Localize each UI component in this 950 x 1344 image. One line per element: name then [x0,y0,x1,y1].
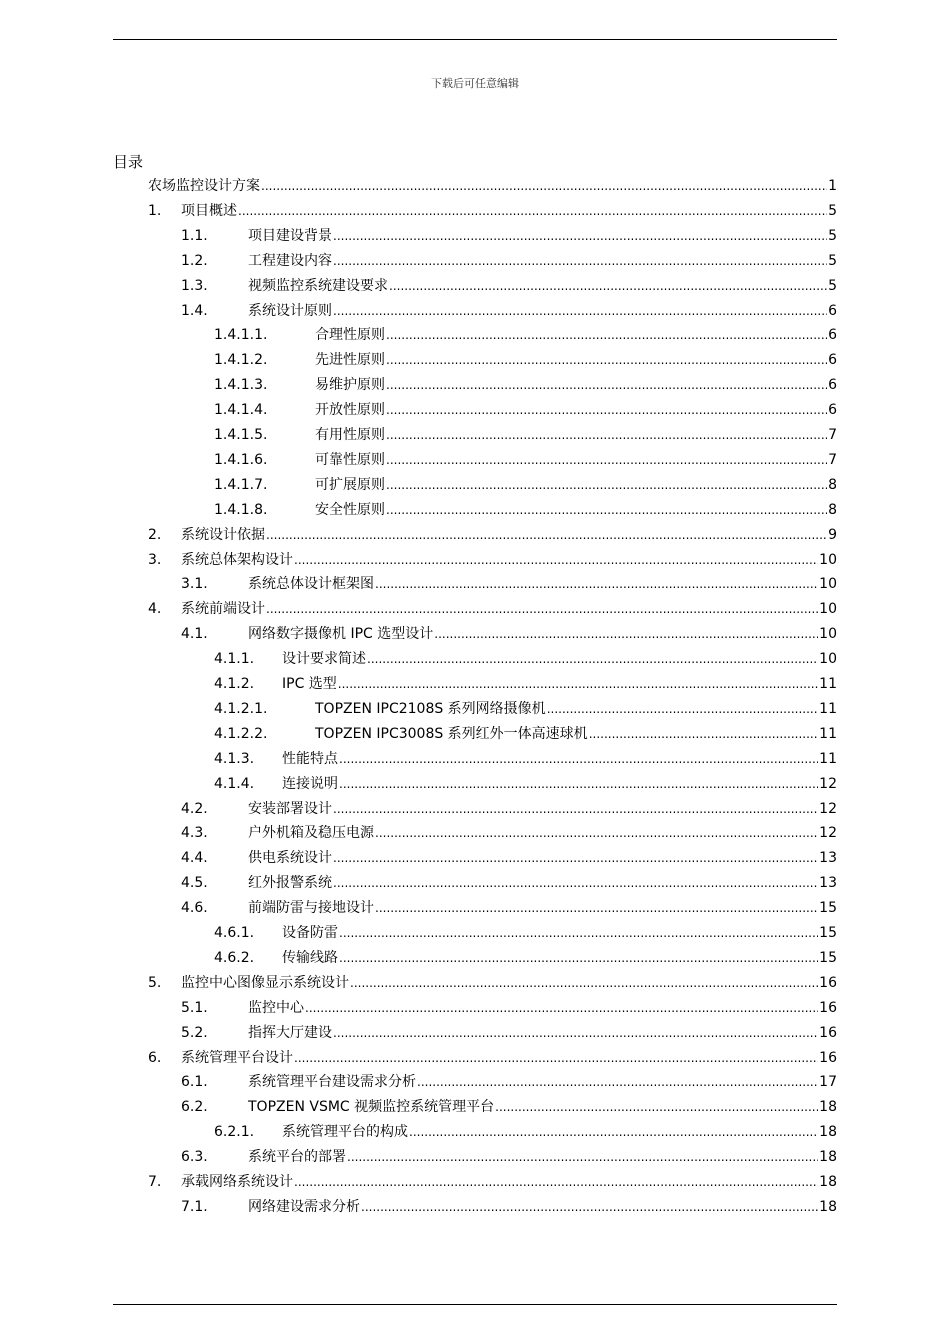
toc-entry-page: 5 [828,252,837,269]
toc-entry[interactable] [148,199,837,224]
toc-dot-leader [386,473,827,498]
toc-entry-page: 10 [819,651,837,668]
toc-entry-page: 7 [828,451,837,468]
toc-entry-page: 18 [819,1149,837,1166]
toc-dot-leader [350,971,818,996]
toc-entry-page: 11 [819,700,837,717]
toc-entry-title: 工程建设内容 [248,252,332,269]
toc-entry[interactable] [181,224,837,249]
toc-entry[interactable] [181,274,837,299]
toc-dot-leader [375,572,818,597]
toc-entry[interactable] [148,1170,837,1195]
toc-entry-number: 1. [148,202,162,219]
toc-entry-number: 3.1. [181,576,208,593]
header-rule [113,39,837,40]
toc-dot-leader [333,871,818,896]
toc-dot-leader [386,348,827,373]
toc-dot-leader [339,772,818,797]
toc-entry-page: 10 [819,576,837,593]
toc-entry[interactable] [214,323,837,348]
toc-entry-page: 12 [819,825,837,842]
toc-dot-leader [266,597,818,622]
toc-entry[interactable] [148,971,837,996]
toc-entry[interactable] [214,473,837,498]
toc-entry-number: 4.1.2.1. [214,700,268,717]
toc-entry-page: 6 [828,377,837,394]
toc-entry-title: 农场监控设计方案 [148,178,260,194]
toc-entry-number: 4.1.3. [214,750,255,767]
toc-dot-leader [375,821,818,846]
toc-entry[interactable] [181,572,837,597]
toc-entry-page: 12 [819,800,837,817]
toc-entry-page: 15 [819,949,837,966]
toc-dot-leader [333,1021,818,1046]
toc-entry-title: 系统设计依据 [181,526,265,543]
toc-entry-title: 网络数字摄像机 IPC 选型设计 [248,626,434,643]
toc-dot-leader [495,1095,818,1120]
toc-entry[interactable] [214,498,837,523]
toc-entry-number: 4.1.4. [214,775,255,792]
toc-entry[interactable] [214,722,837,747]
toc-entry-number: 1.4.1.5. [214,427,268,443]
toc-dot-leader [347,1145,818,1170]
toc-entry-number: 1.4.1.3. [214,377,268,394]
toc-entry-number: 4.4. [181,850,208,867]
toc-entry-page: 6 [828,402,837,419]
toc-dot-leader [367,647,818,672]
toc-entry[interactable] [181,896,837,921]
toc-entry-page: 5 [828,227,837,244]
toc-entry-title: 设计要求简述 [282,651,366,668]
toc-dot-leader [339,946,818,971]
toc-entry-number: 4.6. [181,900,208,917]
toc-dot-leader [409,1120,818,1145]
toc-entry-page: 18 [819,1198,837,1215]
toc-entry-title: 视频监控系统建设要求 [248,277,388,294]
toc-entry[interactable] [181,821,837,846]
toc-entry-page: 10 [819,601,837,618]
toc-entry[interactable] [181,1195,837,1220]
toc-entry[interactable] [214,772,837,797]
toc-dot-leader [333,846,818,871]
toc-dot-leader [547,697,818,722]
toc-dot-leader [333,797,818,822]
toc-entry[interactable] [181,1145,837,1170]
toc-entry[interactable] [214,423,837,448]
toc-dot-leader [294,1170,818,1195]
toc-dot-leader [333,249,827,274]
toc-entry-page: 18 [819,1174,837,1190]
toc-dot-leader [261,174,827,199]
toc-entry-number: 7. [148,1174,162,1190]
toc-entry[interactable] [181,996,837,1021]
toc-entry-page: 16 [819,974,837,991]
toc-dot-leader [386,398,827,423]
toc-entry-number: 5.2. [181,1024,208,1041]
toc-entry-number: 6. [148,1049,162,1066]
toc-entry-title: 易维护原则 [315,377,385,394]
toc-entry-title: 系统管理平台设计 [181,1049,293,1066]
toc-entry-title: 可靠性原则 [315,451,385,468]
toc-dot-leader [386,373,827,398]
toc-entry-title: 户外机箱及稳压电源 [248,825,374,842]
toc-dot-leader [386,448,827,473]
toc-entry-page: 17 [819,1074,837,1091]
toc-entry[interactable] [181,1070,837,1095]
toc-entry-title: 项目概述 [181,202,237,219]
toc-entry[interactable] [181,797,837,822]
toc-entry[interactable] [181,249,837,274]
toc-entry-number: 5.1. [181,999,208,1016]
toc-dot-leader [305,996,818,1021]
toc-entry-title: 项目建设背景 [248,227,332,244]
toc-entry-page: 16 [819,999,837,1016]
toc-entry[interactable] [214,747,837,772]
toc-entry-number: 1.4.1.2. [214,352,268,369]
toc-entry-number: 4.6.2. [214,949,255,966]
toc-entry[interactable] [214,398,837,423]
toc-dot-leader [361,1195,818,1220]
toc-dot-leader [333,299,827,324]
toc-entry-number: 6.2.1. [214,1124,255,1141]
toc-entry-page: 8 [828,476,837,493]
toc-entry-number: 4.5. [181,875,208,892]
toc-entry-number: 4.1.1. [214,651,255,668]
toc-entry-page: 18 [819,1124,837,1141]
toc-entry-page: 7 [828,427,837,443]
toc-entry-page: 6 [828,352,837,369]
toc-entry-title: IPC 选型 [282,676,337,692]
toc-entry-page: 12 [819,775,837,792]
toc-entry[interactable] [181,846,837,871]
toc-entry[interactable] [214,697,837,722]
toc-entry[interactable] [181,622,837,647]
toc-entry-page: 8 [828,501,837,518]
toc-entry-number: 4.3. [181,825,208,842]
toc-entry-title: 红外报警系统 [248,875,332,892]
toc-entry-number: 1.4. [181,302,208,319]
toc-entry-title: 系统总体设计框架图 [248,576,374,593]
toc-entry-title: TOPZEN VSMC 视频监控系统管理平台 [248,1099,495,1116]
toc-entry-page: 6 [828,327,837,344]
toc-entry-number: 1.3. [181,277,208,294]
toc-entry[interactable] [214,448,837,473]
toc-entry-number: 4.1.2.2. [214,725,268,742]
toc-dot-leader [294,1046,818,1071]
toc-entry[interactable] [148,548,837,573]
toc-dot-leader [434,622,818,647]
toc-entry-title: 系统管理平台建设需求分析 [248,1074,416,1091]
toc-entry-number: 4.1.2. [214,676,255,692]
toc-dot-leader [266,523,827,548]
toc-entry-title: 先进性原则 [315,352,385,369]
toc-entry-title: 系统设计原则 [248,302,332,319]
toc-dot-leader [294,548,818,573]
toc-entry-title: 网络建设需求分析 [248,1198,360,1215]
toc-entry-number: 6.1. [181,1074,208,1091]
toc-dot-leader [389,274,827,299]
toc-entry-title: 系统前端设计 [181,601,265,618]
toc-entry-number: 1.4.1.8. [214,501,268,518]
toc-entry[interactable] [148,1046,837,1071]
toc-dot-leader [589,722,818,747]
header-note: 下载后可任意编辑 [431,77,519,90]
toc-entry-title: 监控中心 [248,999,304,1016]
toc-entry-title: TOPZEN IPC2108S 系列网络摄像机 [315,700,546,717]
toc-dot-leader [338,672,818,697]
toc-entry-number: 1.4.1.4. [214,402,268,419]
toc-entry-title: 安装部署设计 [248,800,332,817]
toc-entry-title: 承载网络系统设计 [181,1174,293,1190]
toc-entry-number: 6.2. [181,1099,208,1116]
toc-entry-title: 性能特点 [282,750,338,767]
toc-entry-page: 5 [828,202,837,219]
toc-dot-leader [386,323,827,348]
toc-entry-page: 1 [828,178,837,194]
toc-entry-page: 11 [819,750,837,767]
toc-entry-number: 1.2. [181,252,208,269]
toc-entry-number: 1.4.1.1. [214,327,268,344]
toc-entry[interactable] [148,174,837,199]
toc-dot-leader [417,1070,818,1095]
toc-entry[interactable] [214,946,837,971]
toc-dot-leader [375,896,818,921]
toc-entry-title: 连接说明 [282,775,338,792]
toc-entry-page: 15 [819,925,837,941]
toc-heading: 目录 [113,153,144,171]
toc-entry-page: 11 [819,725,837,742]
toc-entry-page: 10 [819,551,837,568]
toc-entry-number: 4.1. [181,626,208,643]
toc-entry-number: 1.1. [181,227,208,244]
toc-entry-title: 安全性原则 [315,501,385,518]
toc-dot-leader [386,498,827,523]
toc-entry-number: 2. [148,526,162,543]
toc-entry-page: 9 [828,526,837,543]
footer-rule [113,1304,837,1305]
toc-entry[interactable] [214,1120,837,1145]
toc-entry[interactable] [214,672,837,697]
toc-entry-page: 13 [819,875,837,892]
toc-dot-leader [386,423,827,448]
toc-entry[interactable] [214,373,837,398]
toc-entry-number: 4. [148,601,162,618]
toc-entry[interactable] [214,348,837,373]
toc-dot-leader [238,199,827,224]
toc-entry-number: 1.4.1.7. [214,476,268,493]
toc-entry-title: 指挥大厅建设 [248,1024,332,1041]
toc-entry-page: 5 [828,277,837,294]
toc-entry-page: 16 [819,1024,837,1041]
toc-entry-title: 前端防雷与接地设计 [248,900,374,917]
toc-entry[interactable] [181,299,837,324]
toc-entry[interactable] [181,1095,837,1120]
toc-entry-page: 18 [819,1099,837,1116]
toc-entry-title: 设备防雷 [282,925,338,941]
toc-entry[interactable] [148,523,837,548]
toc-entry[interactable] [148,597,837,622]
toc-entry-number: 5. [148,974,162,991]
toc-entry-page: 6 [828,302,837,319]
toc-entry-number: 3. [148,551,162,568]
toc-entry-number: 6.3. [181,1149,208,1166]
toc-entry-page: 16 [819,1049,837,1066]
toc-entry-title: 供电系统设计 [248,850,332,867]
toc-entry-title: 监控中心图像显示系统设计 [181,974,349,991]
toc-entry-title: 系统总体架构设计 [181,551,293,568]
toc-dot-leader [333,224,827,249]
toc-entry-title: TOPZEN IPC3008S 系列红外一体高速球机 [315,725,588,742]
toc-entry-number: 1.4.1.6. [214,451,268,468]
toc-entry-title: 系统管理平台的构成 [282,1124,408,1141]
toc-entry-number: 4.6.1. [214,925,255,941]
toc-entry-title: 传输线路 [282,949,338,966]
toc-entry-page: 10 [819,626,837,643]
toc-entry-number: 7.1. [181,1198,208,1215]
toc-dot-leader [339,747,818,772]
toc-dot-leader [339,921,818,946]
toc-entry[interactable] [181,871,837,896]
toc-entry-page: 11 [819,676,837,692]
toc-entry-page: 13 [819,850,837,867]
toc-entry-title: 有用性原则 [315,427,385,443]
toc-entry-title: 可扩展原则 [315,476,385,493]
toc-entry[interactable] [181,1021,837,1046]
toc-entry-number: 4.2. [181,800,208,817]
toc-entry-title: 开放性原则 [315,402,385,419]
toc-entry-title: 系统平台的部署 [248,1149,346,1166]
toc-entry[interactable] [214,921,837,946]
toc-entry-title: 合理性原则 [315,327,385,344]
toc-entry[interactable] [214,647,837,672]
toc-entry-page: 15 [819,900,837,917]
